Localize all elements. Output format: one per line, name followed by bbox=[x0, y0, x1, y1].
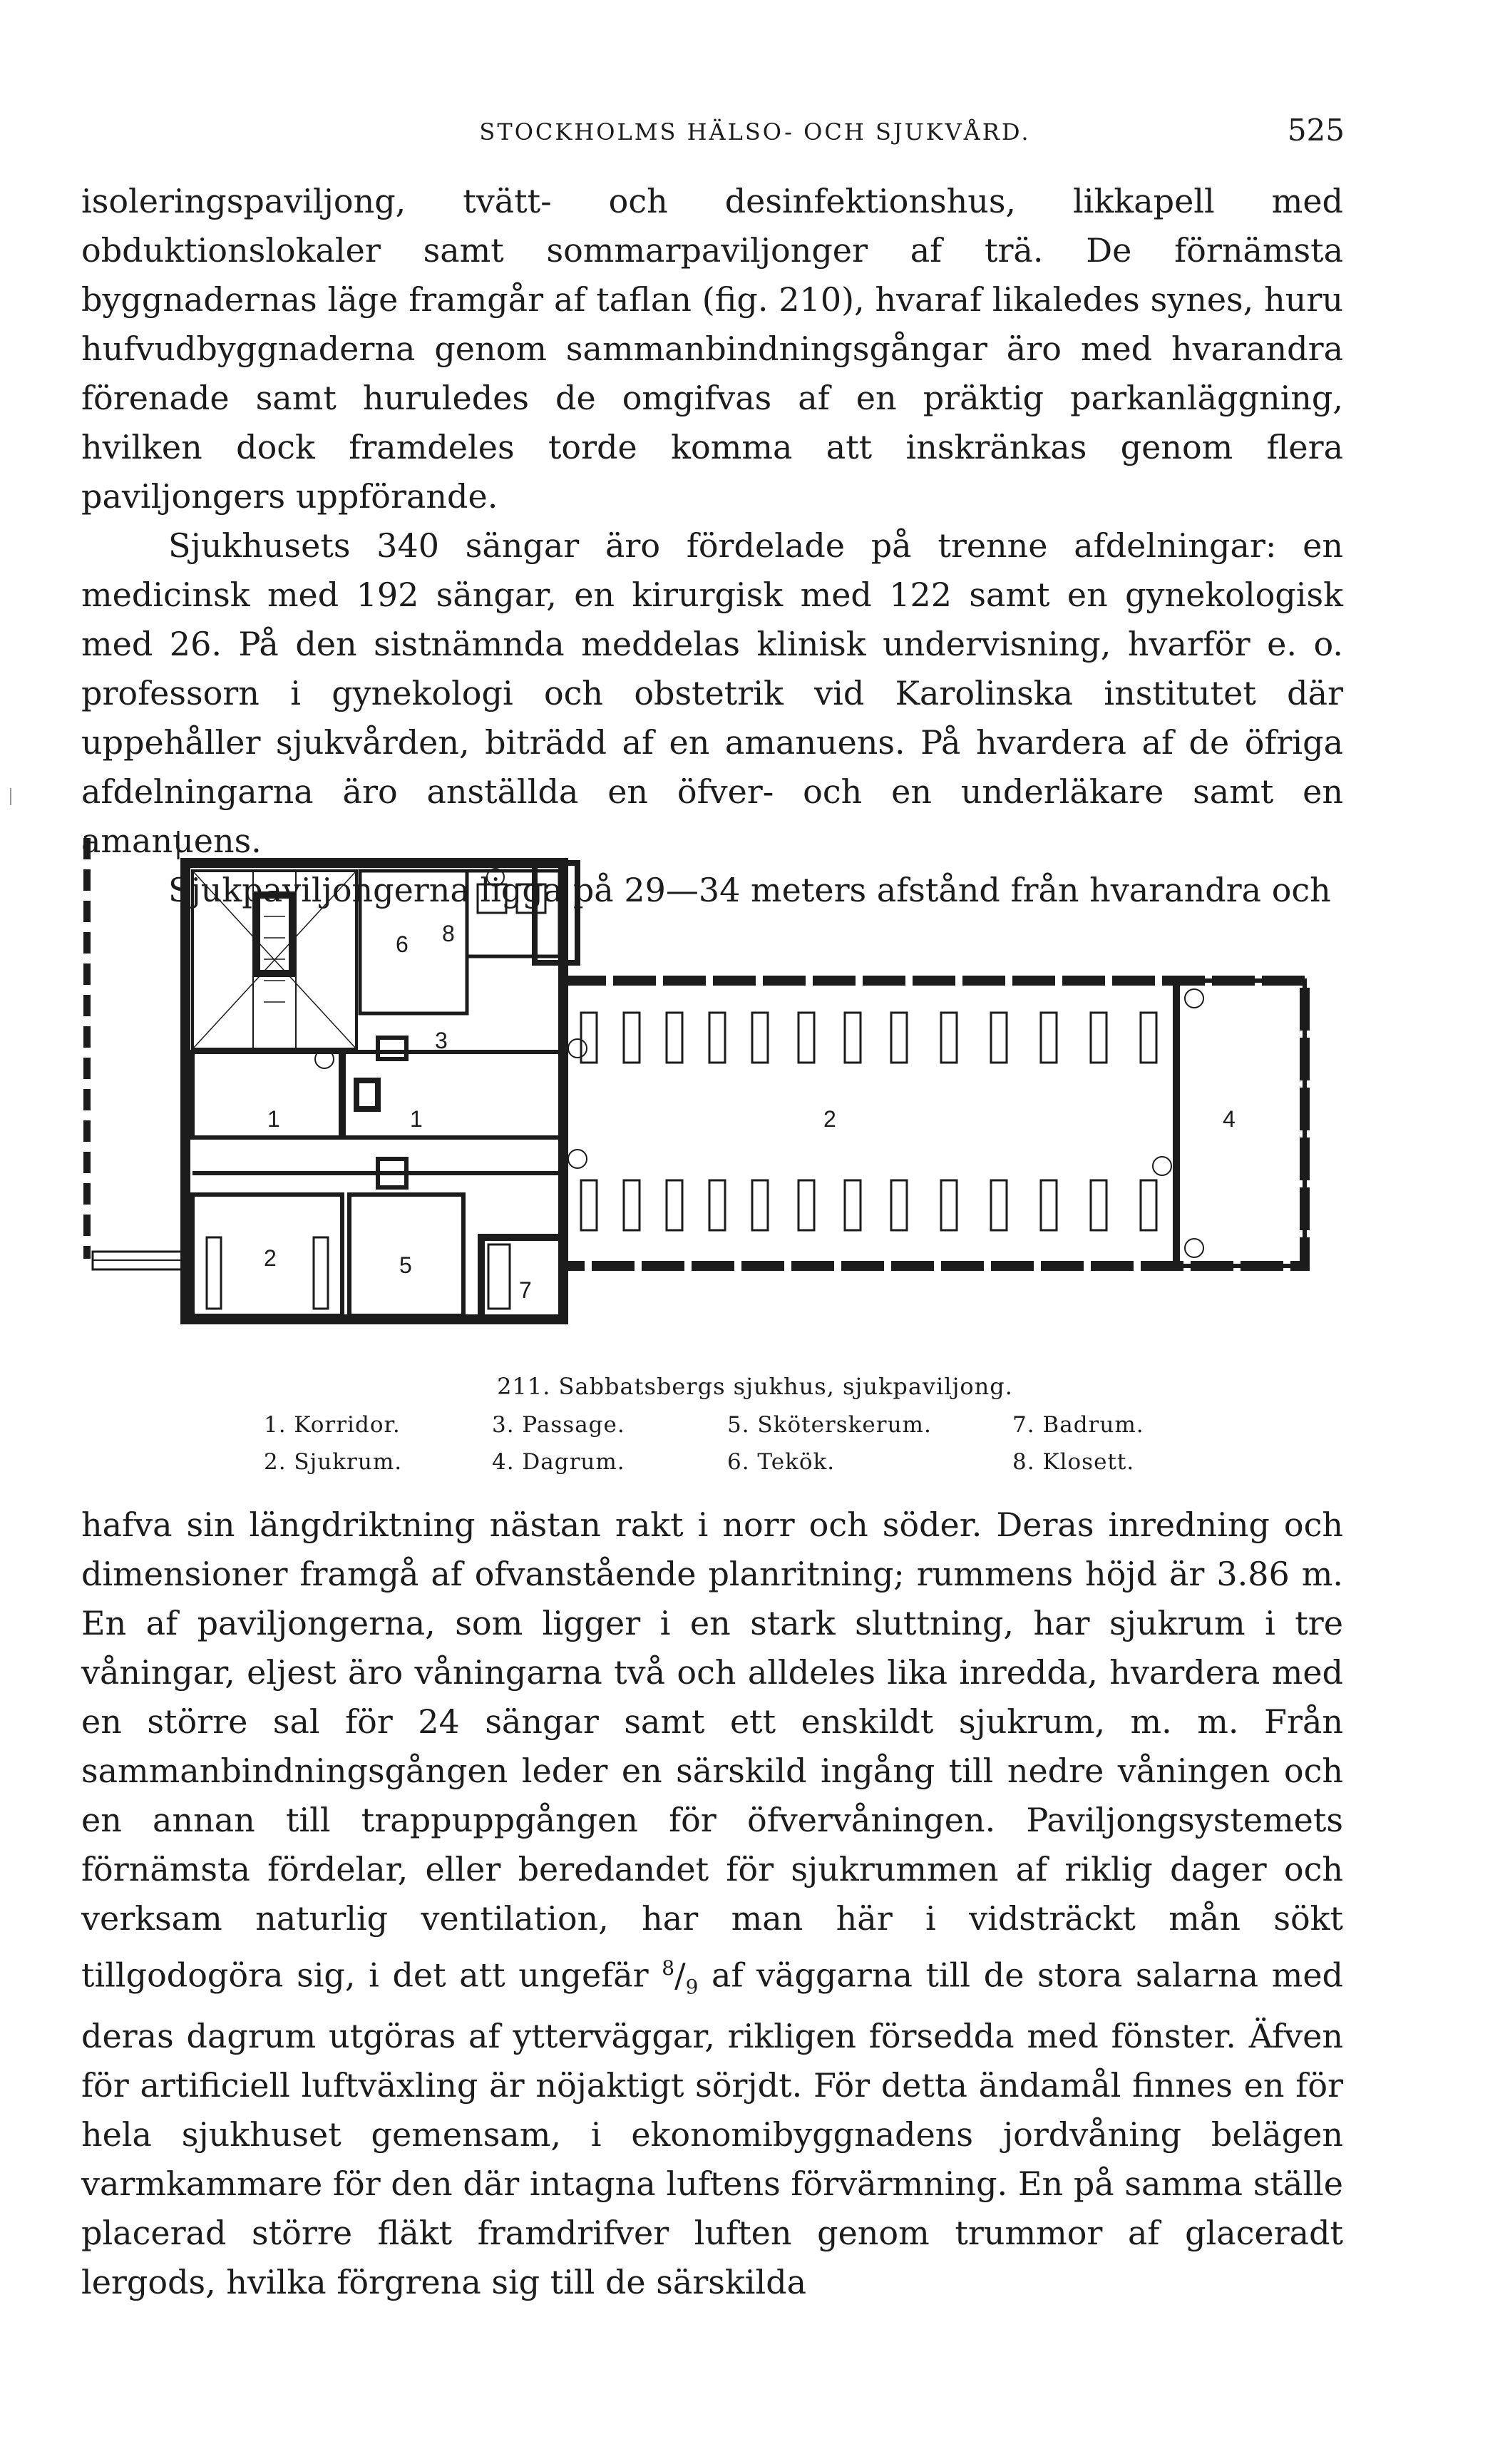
legend-item: 5. Sköterskerum. bbox=[727, 1412, 932, 1438]
paragraph-text: hafva sin längdriktning nästan rakt i norr och söder. Deras inredning och dimensioner framgå af ofvanstående planritning; rummens höjd är 3.86 m. En af paviljongerna, som ligger i en stark sluttning, har sjukrum i tre våningar, eljest äro våningarna två och alldeles lika inredda, hvardera med en större sal för 24 sängar samt ett enskildt sjukrum, m. m. Från sammanbindningsgången leder en särskild ingång till nedre våningen och en annan till trappuppgången för öfvervåningen. Paviljongsystemets förnämsta fördelar, eller beredandet för sjukrummen af riklig dager och verksam naturlig ventilation, har man här i vidsträckt mån sökt tillgodogöra sig, i det att ungefär bbox=[81, 1506, 1343, 1995]
page-number: 525 bbox=[1287, 113, 1345, 148]
body-text-bottom bbox=[81, 1501, 1343, 2307]
legend-item: 6. Tekök. bbox=[727, 1449, 836, 1475]
room-label-7: 7 bbox=[519, 1277, 532, 1303]
room-label-1: 1 bbox=[267, 1106, 280, 1132]
floor-plan-figure bbox=[78, 824, 1347, 1351]
figure-caption: 211. Sabbatsbergs sjukhus, sjukpaviljong. bbox=[497, 1373, 1013, 1400]
floor-plan-drawing bbox=[78, 824, 1347, 1351]
room-label-2: 2 bbox=[264, 1245, 277, 1271]
legend-item: 1. Korridor. bbox=[264, 1412, 401, 1438]
room-label-5: 5 bbox=[399, 1252, 412, 1278]
margin-mark bbox=[10, 788, 11, 805]
page-header bbox=[0, 113, 1510, 155]
paragraph: hafva sin längdriktning nästan rakt i norr och söder. Deras inredning och dimensioner framgå af ofvanstående planritning; rummens höjd är 3.86 m. En af paviljongerna, som ligger i en stark sluttning, har sjukrum i tre våningar, eljest äro våningarna två och alldeles lika inredda, hvardera med en större sal för 24 sängar samt ett enskildt sjukrum, m. m. Från sammanbindningsgången leder en särskild ingång till nedre våningen och en annan till trappuppgången för öfvervåningen. Paviljongsystemets förnämsta fördelar, eller beredandet för sjukrummen af riklig dager och verksam naturlig ventilation, har man här i vidsträckt mån sökt tillgodogöra sig, i det att ungefär $^8/_9$ af väggarna till de stora salarna med deras dagrum utgöras af ytterväggar, rikligen försedda med fönster. Äfven för artificiell luftväxling är nöjaktigt sörjdt. För detta ändamål finnes en för hela sjukhuset gemensam, i ekonomibyggnadens jordvåning belägen varmkammare för den där intagna luftens förvärmning. En på samma ställe placerad större fläkt framdrifver luften genom trummor af glaceradt lergods, hvilka förgrena sig till de särskilda bbox=[81, 1506, 1343, 2301]
room-label-1: 1 bbox=[410, 1106, 423, 1132]
room-label-3: 3 bbox=[435, 1028, 448, 1053]
fraction-numerator: 8 bbox=[662, 1956, 675, 1980]
paragraph: Sjukhusets 340 sängar äro fördelade på trenne afdelningar: en medicinsk med 192 sängar, en kirurgisk med 122 samt en gynekologisk med 26. På den sistnämnda meddelas klinisk undervisning, hvarför e. o. professorn i gynekologi och obstetrik vid Karolinska institutet där uppehåller sjukvården, biträdd af en amanuens. På hvardera af de öfriga afdelningarna äro anställda en öfver- och en underläkare samt en amanuens. bbox=[81, 526, 1343, 860]
legend-item: 8. Klosett. bbox=[1012, 1449, 1135, 1475]
room-label-6: 6 bbox=[396, 931, 409, 957]
legend-item: 2. Sjukrum. bbox=[264, 1449, 403, 1475]
running-head: STOCKHOLMS HÄLSO- OCH SJUKVÅRD. bbox=[479, 118, 1031, 145]
room-label-4: 4 bbox=[1223, 1106, 1236, 1132]
legend-item: 7. Badrum. bbox=[1012, 1412, 1144, 1438]
figure-legend bbox=[264, 1412, 1262, 1475]
legend-item: 4. Dagrum. bbox=[492, 1449, 625, 1475]
paragraph: isoleringspaviljong, tvätt- och desinfektionshus, likkapell med obduktionslokaler samt sommarpaviljonger af trä. De förnämsta byggnadernas läge framgår af taflan (fig. 210), hvaraf likaledes synes, huru hufvudbyggnaderna genom sammanbindningsgångar äro med hvarandra förenade samt huruledes de omgifvas af en präktig parkanläggning, hvilken dock framdeles torde komma att inskränkas genom flera paviljongers uppförande. bbox=[81, 182, 1343, 516]
legend-item: 3. Passage. bbox=[492, 1412, 625, 1438]
paragraph-text: af väggarna till de stora salarna med deras dagrum utgöras af ytterväggar, rikligen försedda med fönster. Äfven för artificiell luftväxling är nöjaktigt sörjdt. För detta ändamål finnes en för hela sjukhuset gemensam, i ekonomibyggnadens jordvåning belägen varmkammare för den där intagna luftens förvärmning. En på samma ställe placerad större fläkt framdrifver luften genom trummor af glaceradt lergods, hvilka förgrena sig till de särskilda bbox=[81, 1956, 1343, 2301]
fraction-denominator: 9 bbox=[685, 1975, 699, 1999]
body-text-top bbox=[81, 177, 1343, 915]
paragraph: Sjukpaviljongerna ligga på 29—34 meters afstånd från hvarandra och bbox=[168, 871, 1331, 909]
room-label-8: 8 bbox=[442, 921, 455, 946]
room-label-2: 2 bbox=[823, 1106, 836, 1132]
